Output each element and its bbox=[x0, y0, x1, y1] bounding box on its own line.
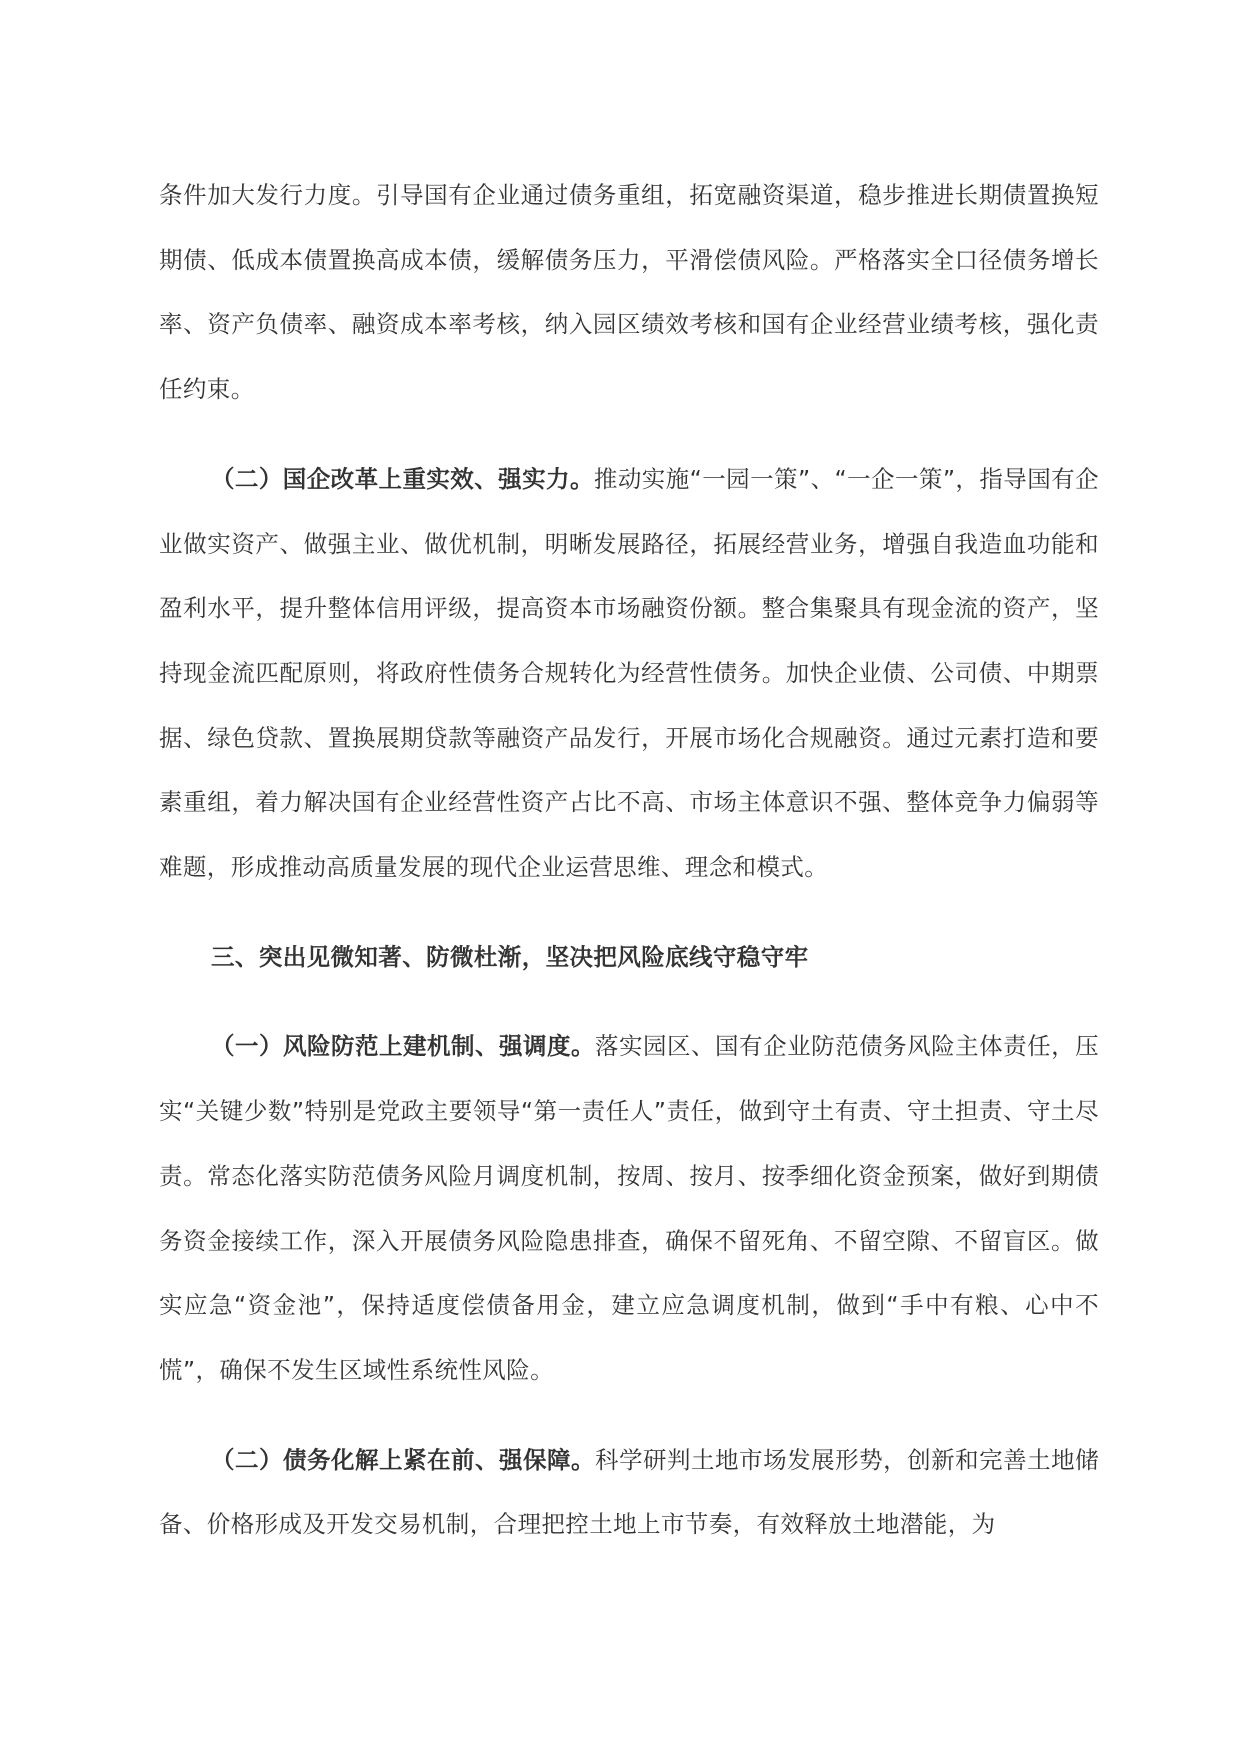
paragraph-continuation: 条件加大发行力度。引导国有企业通过债务重组，拓宽融资渠道，稳步推进长期债置换短期债、低成本债置换高成本债，缓解债务压力，平滑偿债风险。严格落实全口径债务增长率、资产负债率、融资成本率考核，纳入园区绩效考核和国有企业经营业绩考核，强化责任约束。 bbox=[159, 181, 1099, 404]
paragraph-text: 科学研判土地市场发展形势，创新和完善土地储备、价格形成及开发交易机制，合理把控土地上市节奏，有效释放土地潜能，为 bbox=[159, 1445, 1099, 1539]
paragraph-gap bbox=[159, 989, 1099, 1014]
paragraph-soe-reform bbox=[159, 447, 1099, 900]
paragraph-gap bbox=[159, 1403, 1099, 1428]
paragraph-gap bbox=[159, 900, 1099, 925]
paragraph-lead-heading: （一）风险防范上建机制、强调度。 bbox=[211, 1032, 596, 1061]
paragraph-text: 落实园区、国有企业防范债务风险主体责任，压实“关键少数”特别是党政主要领导“第一责任人”责任，做到守土有责、守土担责、守土尽责。常态化落实防范债务风险月调度机制，按周、按月、按季细化资金预案，做好到期债务资金接续工作，深入开展债务风险隐患排查，确保不留死角、不留空隙、不留盲区。做实应急“资金池”，保持适度偿债备用金，建立应急调度机制，做到“手中有粮、心中不慌”，确保不发生区域性系统性风险。 bbox=[159, 1032, 1099, 1384]
paragraph-debt-resolution bbox=[159, 1428, 1099, 1557]
paragraph-text: 推动实施“一园一策”、“一企一策”，指导国有企业做实资产、做强主业、做优机制，明晰发展路径，拓展经营业务，增强自我造血功能和盈利水平，提升整体信用评级，提高资本市场融资份额。整合集聚具有现金流的资产，坚持现金流匹配原则，将政府性债务合规转化为经营性债务。加快企业债、公司债、中期票据、绿色贷款、置换展期贷款等融资产品发行，开展市场化合规融资。通过元素打造和要素重组，着力解决国有企业经营性资产占比不高、市场主体意识不强、整体竞争力偏弱等难题，形成推动高质量发展的现代企业运营思维、理念和模式。 bbox=[159, 464, 1099, 882]
paragraph-risk-prevention bbox=[159, 1014, 1099, 1402]
paragraph-lead-heading: （二）债务化解上紧在前、强保障。 bbox=[211, 1445, 596, 1474]
section-heading: 三、突出见微知著、防微杜渐，坚决把风险底线守稳守牢 bbox=[211, 942, 809, 971]
document-body bbox=[159, 163, 1099, 1557]
paragraph-gap bbox=[159, 422, 1099, 447]
paragraph-lead-heading: （二）国企改革上重实效、强实力。 bbox=[211, 464, 594, 493]
